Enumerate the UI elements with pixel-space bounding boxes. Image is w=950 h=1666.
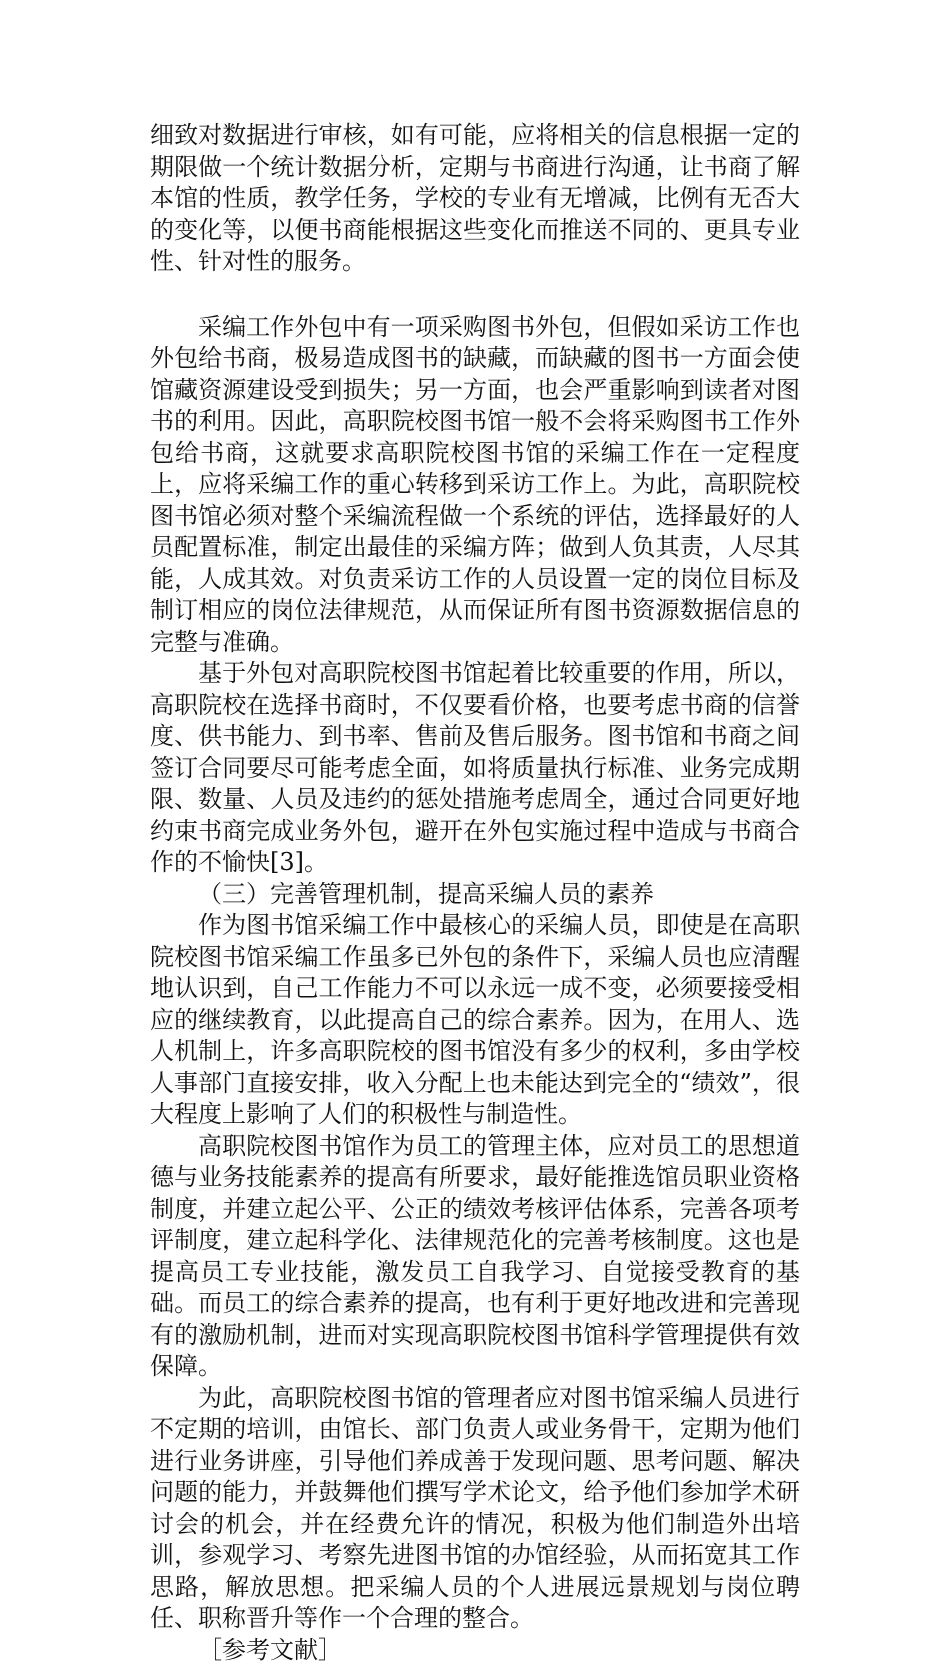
paragraph-bookseller-selection: 基于外包对高职院校图书馆起着比较重要的作用，所以，高职院校在选择书商时，不仅要看价格，也要考虑书商的信誉度、供书能力、到书率、售前及售后服务。图书馆和书商之间签订合同要尽可能考虑全面，如将质量执行标准、业务完成期限、数量、人员及违约的惩处措施考虑周全，通过合同更好地约束书商完成业务外包，避开在外包实施过程中造成与书商合作的不愉快[3]。 [150, 658, 800, 879]
paragraph-training: 为此，高职院校图书馆的管理者应对图书馆采编人员进行不定期的培训，由馆长、部门负责人或业务骨干，定期为他们进行业务讲座，引导他们养成善于发现问题、思考问题、解决问题的能力，并鼓舞他们撰写学术论文，给予他们参加学术研讨会的机会，并在经费允许的情况，积极为他们制造外出培训，参观学习、考察先进图书馆的办馆经验，从而拓宽其工作思路，解放思想。把采编人员的个人进展远景规划与岗位聘任、职称晋升等作一个合理的整合。 [150, 1383, 800, 1635]
paragraph-staff-education: 作为图书馆采编工作中最核心的采编人员，即使是在高职院校图书馆采编工作虽多已外包的条件下，采编人员也应清醒地认识到，自己工作能力不可以永远一成不变，必须要接受相应的继续教育，以此提高自己的综合素养。因为，在用人、选人机制上，许多高职院校的图书馆没有多少的权利，多由学校人事部门直接安排，收入分配上也未能达到完全的“绩效”，很大程度上影响了人们的积极性与制造性。 [150, 910, 800, 1131]
section-heading: （三）完善管理机制，提高采编人员的素养 [150, 879, 800, 911]
paragraph-gap [150, 278, 800, 312]
paragraph-management-subject: 高职院校图书馆作为员工的管理主体，应对员工的思想道德与业务技能素养的提高有所要求，最好能推选馆员职业资格制度，并建立起公平、公正的绩效考核评估体系，完善各项考评制度，建立起科学化、法律规范化的完善考核制度。这也是提高员工专业技能，激发员工自我学习、自觉接受教育的基础。而员工的综合素养的提高，也有利于更好地改进和完善现有的激励机制，进而对实现高职院校图书馆科学管理提供有效保障。 [150, 1131, 800, 1383]
paragraph-intro: 细致对数据进行审核，如有可能，应将相关的信息根据一定的期限做一个统计数据分析，定期与书商进行沟通，让书商了解本馆的性质，教学任务，学校的专业有无增减，比例有无否大的变化等，以便书商能根据这些变化而推送不同的、更具专业性、针对性的服务。 [150, 120, 800, 278]
paragraph-procurement-outsourcing: 采编工作外包中有一项采购图书外包，但假如采访工作也外包给书商，极易造成图书的缺藏，而缺藏的图书一方面会使馆藏资源建设受到损失；另一方面，也会严重影响到读者对图书的利用。因此，高职院校图书馆一般不会将采购图书工作外包给书商，这就要求高职院校图书馆的采编工作在一定程度上，应将采编工作的重心转移到采访工作上。为此，高职院校图书馆必须对整个采编流程做一个系统的评估，选择最好的人员配置标准，制定出最佳的采编方阵；做到人负其责，人尽其能，人成其效。对负责采访工作的人员设置一定的岗位目标及制订相应的岗位法律规范，从而保证所有图书资源数据信息的完整与准确。 [150, 312, 800, 659]
references-heading: ［参考文献］ [150, 1635, 800, 1666]
